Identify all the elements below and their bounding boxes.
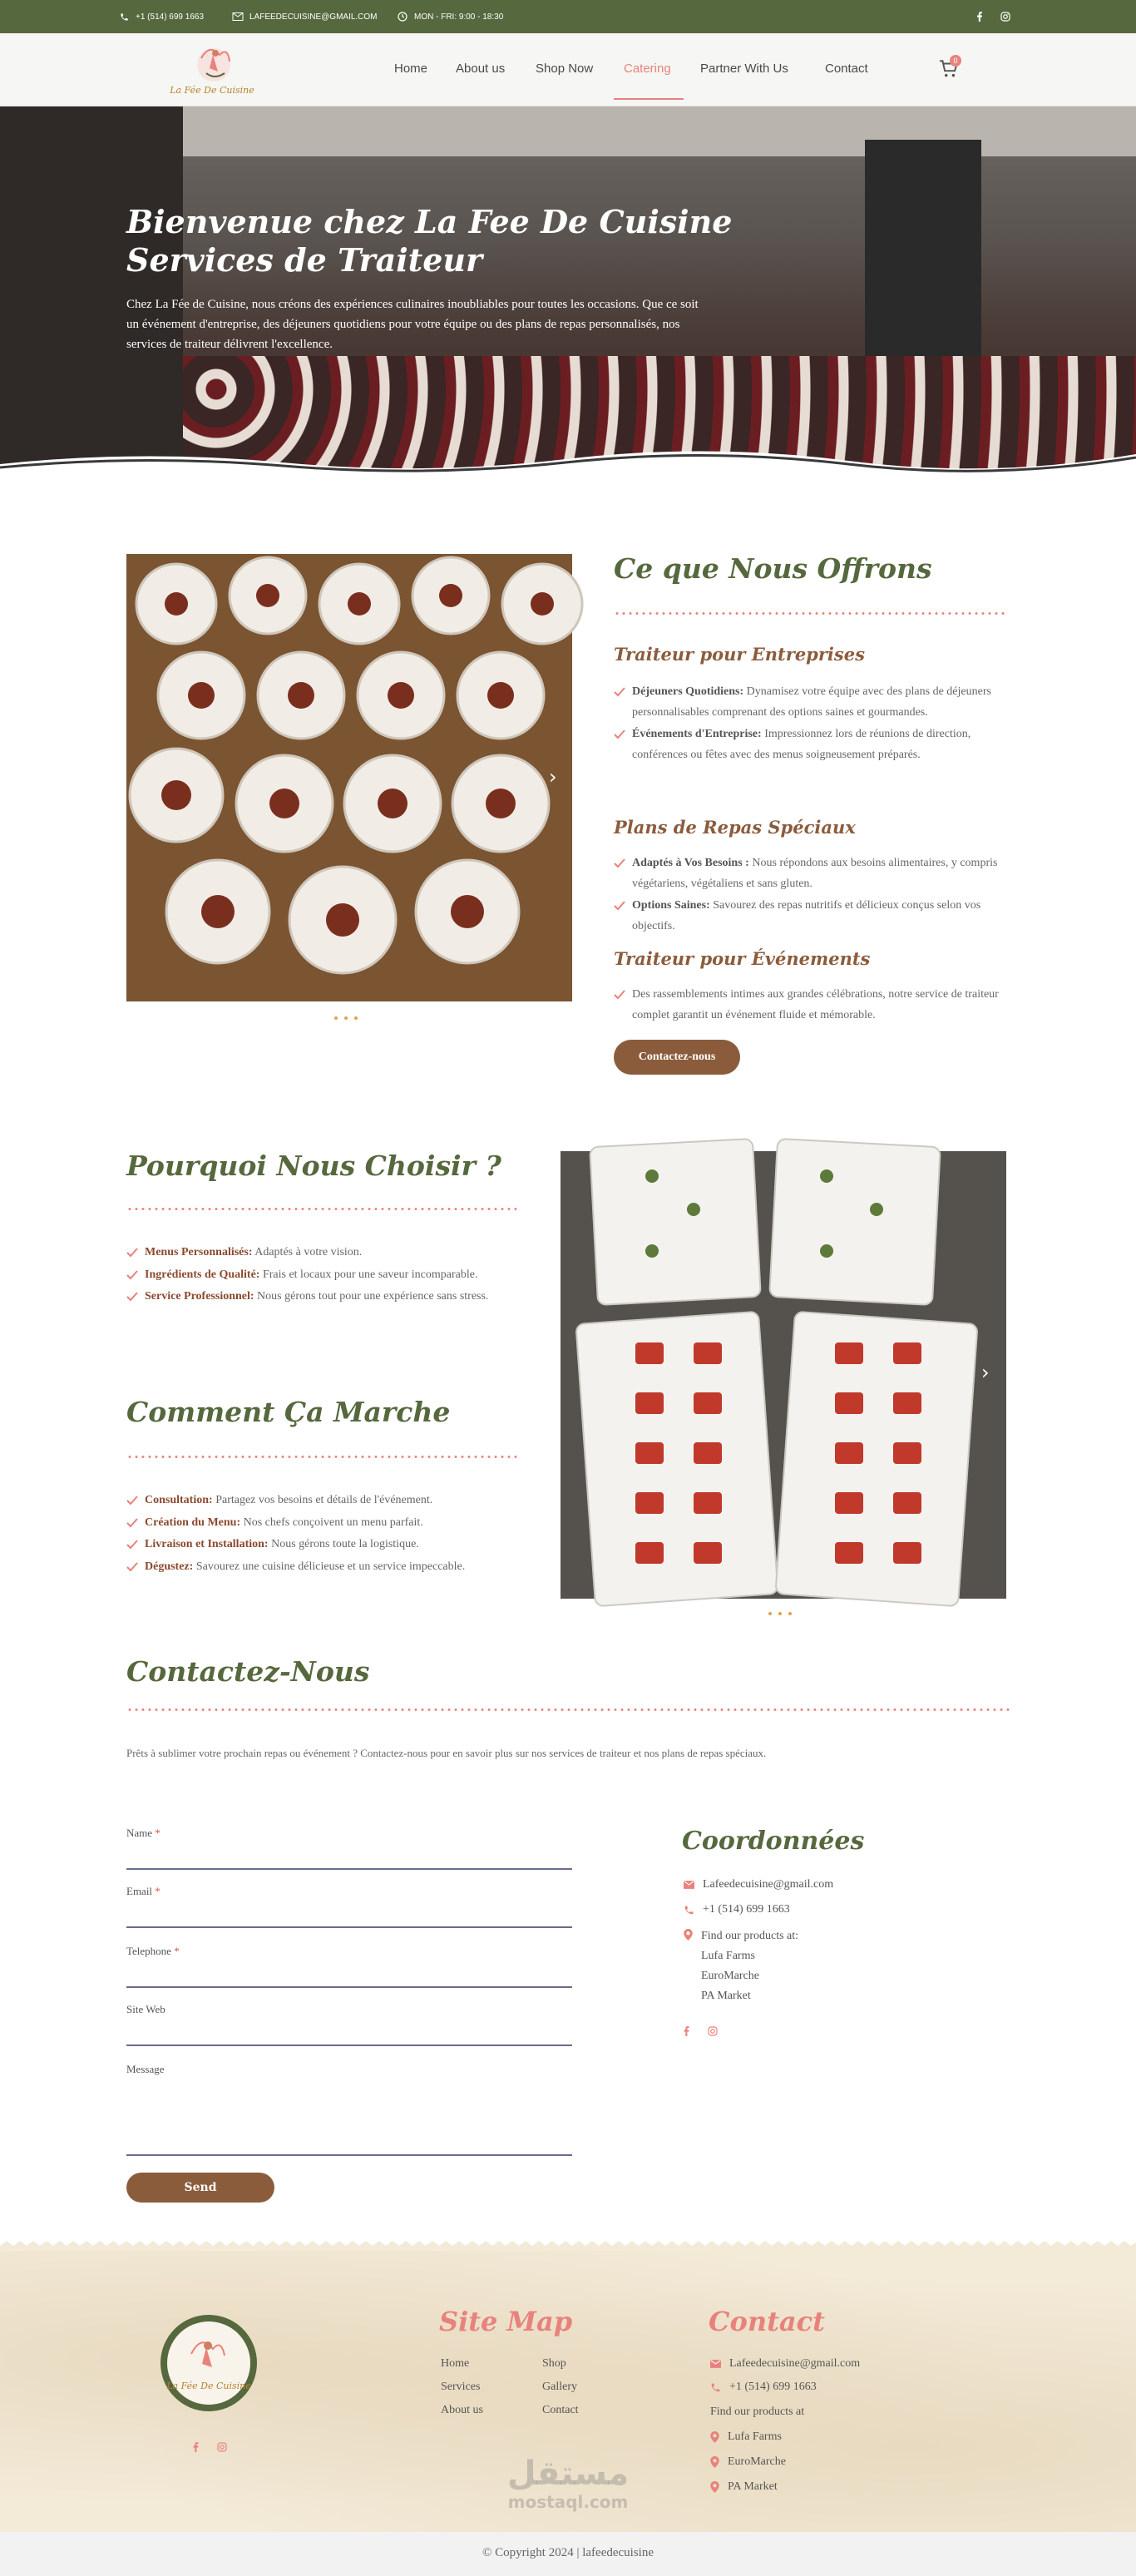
footer-store-item: PA Market <box>710 2480 778 2494</box>
offer-group-1-list <box>614 682 1011 767</box>
hero-banner <box>0 106 1136 482</box>
phone-icon <box>684 1905 694 1916</box>
instagram-icon <box>1000 12 1010 22</box>
name-field[interactable] <box>126 1868 572 1870</box>
check-icon <box>126 1518 138 1528</box>
footer-link-gallery[interactable]: Gallery <box>542 2381 577 2393</box>
facebook-icon[interactable] <box>684 2026 689 2036</box>
offer-group-2-list <box>614 853 1011 938</box>
offer-title: Ce que Nous Offrons <box>614 552 932 585</box>
store-item: PA Market <box>701 1990 751 2002</box>
contact-email[interactable]: Lafeedecuisine@gmail.com <box>684 1878 833 1891</box>
carousel-image-appetizers[interactable] <box>561 1151 1006 1599</box>
hero-title: Bienvenue chez La Fee De Cuisine Services de Traiteur <box>126 203 733 279</box>
check-icon <box>126 1540 138 1550</box>
why-list <box>126 1243 534 1309</box>
check-icon <box>614 858 625 868</box>
check-icon <box>614 901 625 911</box>
map-pin-icon <box>710 2456 719 2468</box>
telephone-label: Telephone * <box>126 1945 180 1957</box>
check-icon <box>126 1562 138 1572</box>
coordinates-title: Coordonnées <box>682 1827 865 1856</box>
phone-icon <box>120 12 129 22</box>
why-dotted-divider <box>126 1208 519 1210</box>
logo[interactable] <box>170 40 254 100</box>
footer-email[interactable]: Lafeedecuisine@gmail.com <box>710 2357 860 2371</box>
footer-link-shop[interactable]: Shop <box>542 2357 566 2370</box>
email-label: Email * <box>126 1885 161 1897</box>
carousel-next-arrow[interactable]: › <box>981 1361 990 1384</box>
message-label: Message <box>126 2063 165 2075</box>
find-products-label: Find our products at: <box>701 1930 799 1942</box>
dessert-cups-image <box>126 554 572 1001</box>
carousel-image-desserts[interactable] <box>126 554 572 1001</box>
facebook-icon[interactable] <box>193 2442 199 2452</box>
footer-link-home[interactable]: Home <box>441 2357 470 2370</box>
phone-icon <box>710 2382 721 2393</box>
list-item: Consultation: Partagez vos besoins et détails de l'événement. <box>126 1491 542 1511</box>
telephone-field[interactable] <box>126 1986 572 1988</box>
footer-link-about-us[interactable]: About us <box>441 2404 483 2416</box>
list-item: Adaptés à Vos Besoins : Nous répondons aux besoins alimentaires, y compris végétariens, végétaliens et sans gluten. <box>614 853 1011 894</box>
footer-logo-text: La Fée De Cuisine <box>166 2381 251 2391</box>
message-textarea[interactable] <box>126 2154 572 2156</box>
nav-about-us[interactable]: About us <box>456 62 506 76</box>
website-field[interactable] <box>126 2044 572 2046</box>
clock-icon <box>398 12 407 22</box>
contact-intro: Prêts à sublimer votre prochain repas ou événement ? Contactez-nous pour en savoir plus sur nos services de traiteur et nos plans de repas spéciaux. <box>126 1747 767 1759</box>
contact-phone[interactable]: +1 (514) 699 1663 <box>684 1903 790 1916</box>
check-icon <box>126 1292 138 1302</box>
offer-group-3-title: Traiteur pour Événements <box>614 948 871 969</box>
footer-find-label: Find our products at <box>710 2405 805 2418</box>
envelope-icon <box>710 2360 721 2368</box>
check-icon <box>614 729 625 739</box>
check-icon <box>614 687 625 697</box>
store-item: Lufa Farms <box>701 1950 755 1962</box>
topbar-email[interactable] <box>233 0 378 33</box>
topbar-hours-text: MON - FRI: 9:00 - 18:30 <box>414 12 504 22</box>
site-header <box>0 33 1136 106</box>
copyright-bar: © Copyright 2024 | lafeedecuisine <box>0 2532 1136 2576</box>
list-item: Menus Personnalisés: Adaptés à votre vision. <box>126 1243 534 1263</box>
footer-phone[interactable]: +1 (514) 699 1663 <box>710 2381 817 2394</box>
logo-text: La Fée De Cuisine <box>170 85 254 96</box>
envelope-icon <box>684 1881 694 1889</box>
footer-store-item: EuroMarche <box>710 2455 786 2469</box>
hero-rack <box>865 140 981 356</box>
list-item: Ingrédients de Qualité: Frais et locaux pour une saveur incomparable. <box>126 1265 534 1286</box>
nav-partner-with-us[interactable]: Partner With Us <box>700 62 788 76</box>
contact-us-button[interactable]: Contactez-nous <box>614 1040 740 1075</box>
store-item: EuroMarche <box>701 1970 759 1982</box>
contact-stores <box>684 1926 798 2006</box>
check-icon <box>126 1270 138 1280</box>
topbar-phone[interactable] <box>120 0 204 33</box>
list-item: Service Professionnel: Nous gérons tout pour une expérience sans stress. <box>126 1287 534 1308</box>
topbar-hours <box>398 0 503 33</box>
top-bar <box>0 0 1136 33</box>
offer-group-2-title: Plans de Repas Spéciaux <box>614 817 856 838</box>
footer-zigzag-edge <box>0 2239 1136 2251</box>
nav-active-underline <box>614 98 684 100</box>
list-item: Des rassemblements intimes aux grandes célébrations, notre service de traiteur complet garantit un événement fluide et mémorable. <box>614 985 1011 1026</box>
list-item: Options Saines: Savourez des repas nutritifs et délicieux conçus selon vos objectifs. <box>614 896 1011 937</box>
email-field[interactable] <box>126 1926 572 1928</box>
website-label: Site Web <box>126 2003 165 2015</box>
contact-social <box>684 2026 718 2036</box>
topbar-instagram[interactable] <box>1000 0 1010 33</box>
site-footer <box>0 2246 1136 2532</box>
footer-badge-logo[interactable] <box>158 2312 259 2414</box>
appetizer-trays-image <box>561 1151 1006 1599</box>
carousel-next-arrow[interactable]: › <box>549 765 557 789</box>
footer-social <box>193 2442 227 2452</box>
footer-store-item: Lufa Farms <box>710 2430 782 2444</box>
nav-contact[interactable]: Contact <box>825 62 868 76</box>
hero-text: Chez La Fée de Cuisine, nous créons des expériences culinaires inoubliables pour toutes les occasions. Que ce soit un événement d'entreprise, des déjeuners quotidiens pour votre équipe ou des plans de repas personnalisés, nos services de traiteur délivrent l'excellence. <box>126 298 699 351</box>
footer-link-contact[interactable]: Contact <box>542 2404 579 2416</box>
list-item: Dégustez: Savourez une cuisine délicieuse et un service impeccable. <box>126 1557 542 1578</box>
check-icon <box>614 990 625 1000</box>
topbar-facebook[interactable] <box>976 0 983 33</box>
how-list <box>126 1491 542 1579</box>
instagram-icon[interactable] <box>708 2026 718 2036</box>
carousel-dots-1[interactable] <box>334 1016 358 1020</box>
offer-dotted-divider <box>614 612 1006 615</box>
how-title: Comment Ça Marche <box>126 1396 451 1428</box>
check-icon <box>126 1248 138 1258</box>
facebook-icon <box>976 12 983 22</box>
map-pin-icon <box>710 2481 719 2493</box>
instagram-icon[interactable] <box>217 2442 227 2452</box>
nav-catering[interactable]: Catering <box>624 62 671 76</box>
watermark: مستقل mostaql.com <box>506 2455 630 2512</box>
list-item: Création du Menu: Nos chefs conçoivent un menu parfait. <box>126 1513 542 1534</box>
list-item: Déjeuners Quotidiens: Dynamisez votre équipe avec des plans de déjeuners personnalisables comprenant des options saines et gourmandes. <box>614 682 1011 723</box>
send-button[interactable]: Send <box>126 2173 274 2203</box>
topbar-phone-text: +1 (514) 699 1663 <box>136 12 205 22</box>
offer-group-1-title: Traiteur pour Entreprises <box>614 644 865 665</box>
envelope-icon <box>233 12 243 21</box>
map-pin-icon <box>710 2431 719 2443</box>
fairy-logo-icon <box>170 40 254 100</box>
offer-group-3-list <box>614 985 1011 1027</box>
contact-title: Contactez-Nous <box>126 1655 370 1688</box>
carousel-dots-2[interactable] <box>768 1612 792 1615</box>
map-pin-icon <box>684 1929 693 1941</box>
why-title: Pourquoi Nous Choisir ? <box>126 1150 501 1182</box>
list-item: Événements d'Entreprise: Impressionnez lors de réunions de direction, conférences ou fêtes avec des menus soigneusement préparés. <box>614 724 1011 765</box>
cart-count-badge: 0 <box>950 55 961 67</box>
check-icon <box>126 1496 138 1506</box>
contact-dotted-divider <box>126 1708 1010 1711</box>
sitemap-title: Site Map <box>439 2306 573 2337</box>
nav-home[interactable]: Home <box>394 62 428 76</box>
list-item: Livraison et Installation: Nous gérons toute la logistique. <box>126 1535 542 1555</box>
footer-link-services[interactable]: Services <box>441 2381 481 2393</box>
how-dotted-divider <box>126 1456 519 1458</box>
topbar-email-text: LAFEEDECUISINE@GMAIL.COM <box>249 12 378 22</box>
hero-wave-divider <box>0 439 1136 489</box>
nav-shop-now[interactable]: Shop Now <box>536 62 594 76</box>
name-label: Name * <box>126 1827 161 1839</box>
footer-contact-title: Contact <box>709 2306 825 2337</box>
